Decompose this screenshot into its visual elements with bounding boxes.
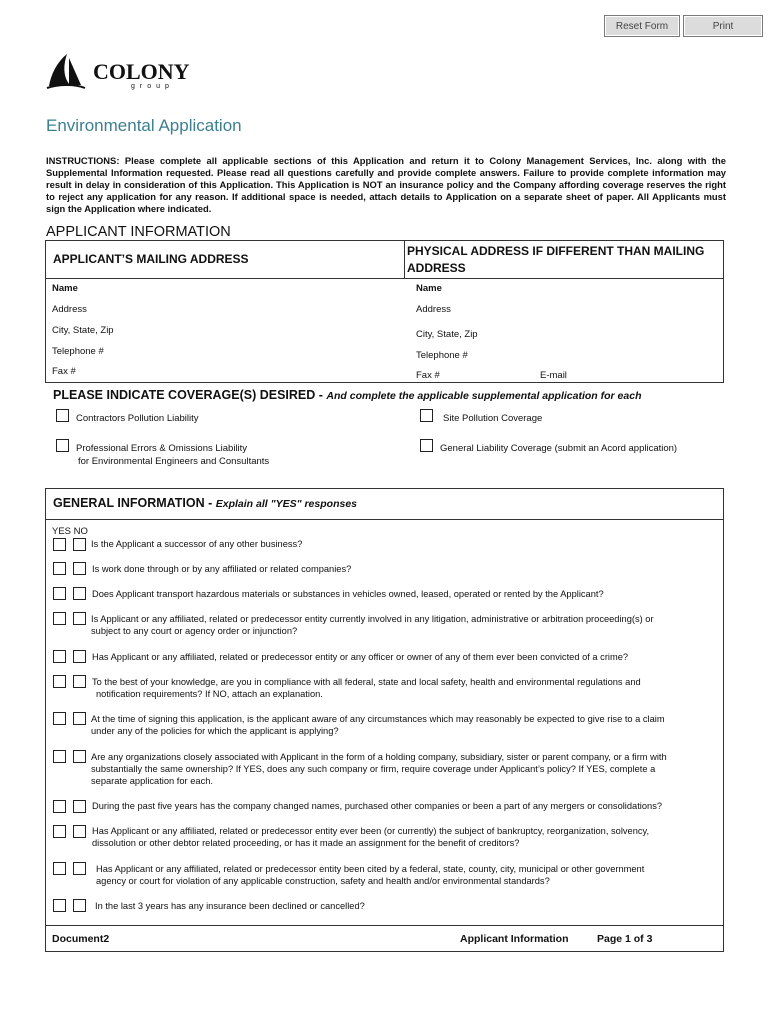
contractors-pollution-checkbox[interactable]	[56, 409, 69, 422]
q5-no-checkbox[interactable]	[73, 650, 86, 663]
q9-no-checkbox[interactable]	[73, 800, 86, 813]
q10-yes-checkbox[interactable]	[53, 825, 66, 838]
mailing-address-header: APPLICANT’S MAILING ADDRESS	[53, 252, 249, 266]
physical-telephone-label: Telephone #	[416, 350, 468, 361]
general-subheading: Explain all "YES" responses	[215, 498, 357, 510]
q4-no-checkbox[interactable]	[73, 612, 86, 625]
site-pollution-checkbox[interactable]	[420, 409, 433, 422]
coverage-subheading: And complete the applicable supplemental application for each	[326, 390, 642, 402]
general-header-divider	[46, 519, 723, 520]
column-divider	[404, 241, 405, 278]
header-divider	[46, 278, 723, 279]
mailing-fax-label: Fax #	[52, 366, 76, 377]
yes-no-header: YES NO	[52, 526, 88, 537]
q12-no-checkbox[interactable]	[73, 899, 86, 912]
physical-address-label: Address	[416, 304, 451, 315]
reset-form-button[interactable]: Reset Form	[604, 15, 680, 37]
q5-yes-checkbox[interactable]	[53, 650, 66, 663]
site-pollution-label: Site Pollution Coverage	[443, 413, 543, 424]
q12-yes-checkbox[interactable]	[53, 899, 66, 912]
q6-text-line2: notification requirements? If NO, attach an explanation.	[96, 689, 323, 699]
logo-wordmark: COLONY	[93, 59, 190, 84]
q10-text-line2: dissolution or other debtor related proceeding, or has it made an assignment for the benefit of creditors?	[92, 838, 520, 848]
q3-yes-checkbox[interactable]	[53, 587, 66, 600]
q3-text: Does Applicant transport hazardous materials or substances in vehicles owned, leased, operated or rented by the Applicant?	[92, 589, 604, 599]
q12-text: In the last 3 years has any insurance been declined or cancelled?	[95, 901, 365, 911]
mailing-name-label: Name	[52, 283, 78, 294]
footer-document-name: Document2	[52, 933, 110, 945]
general-heading-text: GENERAL INFORMATION -	[53, 496, 216, 510]
q9-text: During the past five years has the company changed names, purchased other companies or been a part of any mergers or consolidations?	[92, 801, 663, 811]
applicant-section-title: APPLICANT INFORMATION	[46, 224, 231, 240]
q6-no-checkbox[interactable]	[73, 675, 86, 688]
q2-text: Is work done through or by any affiliated or related companies?	[92, 564, 352, 574]
q8-yes-checkbox[interactable]	[53, 750, 66, 763]
footer-section-name: Applicant Information	[460, 933, 569, 945]
q8-text-line2: substantially the same ownership? If YES, does any such company or firm, require coverage under Applicant’s policy? If YES, complete a	[91, 764, 656, 774]
physical-address-header: PHYSICAL ADDRESS IF DIFFERENT THAN MAILING ADDRESS	[407, 244, 705, 275]
coverage-heading	[53, 388, 641, 402]
professional-liability-label-2: for Environmental Engineers and Consultants	[78, 456, 270, 467]
q8-text-line3: separate application for each.	[91, 776, 213, 786]
q1-no-checkbox[interactable]	[73, 538, 86, 551]
q5-text: Has Applicant or any affiliated, related or predecessor entity or any officer or owner of any of them ever been convicted of a crime?	[92, 652, 629, 662]
applicant-info-box	[45, 240, 724, 383]
q4-text-line2: subject to any court or agency order or injunction?	[91, 626, 298, 636]
q2-yes-checkbox[interactable]	[53, 562, 66, 575]
mailing-address-label: Address	[52, 304, 87, 315]
mailing-telephone-label: Telephone #	[52, 346, 104, 357]
q11-text-line1: Has Applicant or any affiliated, related or predecessor entity been cited by a federal, state, county, city, municipal or other government	[96, 864, 645, 874]
professional-liability-label: Professional Errors & Omissions Liability	[76, 443, 248, 454]
q7-text-line1: At the time of signing this application, is the applicant aware of any circumstances which may reasonably be expected to give rise to a claim	[91, 714, 665, 724]
q6-yes-checkbox[interactable]	[53, 675, 66, 688]
professional-liability-checkbox[interactable]	[56, 439, 69, 452]
q9-yes-checkbox[interactable]	[53, 800, 66, 813]
contractors-pollution-label: Contractors Pollution Liability	[76, 413, 199, 424]
q1-text: Is the Applicant a successor of any other business?	[91, 539, 303, 549]
q8-no-checkbox[interactable]	[73, 750, 86, 763]
q4-text-line1: Is Applicant or any affiliated, related or predecessor entity currently involved in any litigation, administrative or arbitration proceeding(s) or	[91, 614, 654, 624]
q7-no-checkbox[interactable]	[73, 712, 86, 725]
page-title: Environmental Application	[46, 116, 242, 135]
physical-city-label: City, State, Zip	[416, 329, 478, 340]
general-heading	[53, 496, 357, 510]
q4-yes-checkbox[interactable]	[53, 612, 66, 625]
q6-text-line1: To the best of your knowledge, are you in compliance with all federal, state and local safety, health and environmental regulations and	[92, 677, 641, 687]
q7-text-line2: under any of the policies for which the applicant is applying?	[91, 726, 339, 736]
q11-text-line2: agency or court for violation of any applicable construction, safety and health and/or environmental standards?	[96, 876, 550, 886]
q3-no-checkbox[interactable]	[73, 587, 86, 600]
colony-logo	[45, 52, 190, 92]
q11-yes-checkbox[interactable]	[53, 862, 66, 875]
instructions-text: INSTRUCTIONS: Please complete all applicable sections of this Application and return it to Colony Management Services, Inc. along with the Supplemental Information requested. Please read all questions carefully and provide complete answers. Failure to provide complete information may result in delay in consideration of this Application. This Application is NOT an insurance policy and the Company affording coverage reserves the right to reject any application for any reason. If additional space is needed, attach details to Application on a separate sheet of paper. All Applicants must sign the Application where indicated.	[46, 155, 726, 215]
q1-yes-checkbox[interactable]	[53, 538, 66, 551]
general-liability-label: General Liability Coverage (submit an Acord application)	[440, 443, 678, 454]
physical-email-label: E-mail	[540, 370, 567, 381]
q10-no-checkbox[interactable]	[73, 825, 86, 838]
physical-name-label: Name	[416, 283, 442, 294]
footer-divider	[46, 925, 723, 926]
q7-yes-checkbox[interactable]	[53, 712, 66, 725]
print-button[interactable]: Print	[683, 15, 763, 37]
q8-text-line1: Are any organizations closely associated with Applicant in the form of a holding company, subsidiary, sister or parent company, or a firm with	[91, 752, 667, 762]
mailing-city-label: City, State, Zip	[52, 325, 114, 336]
q11-no-checkbox[interactable]	[73, 862, 86, 875]
logo-subtext: group	[131, 83, 174, 90]
physical-fax-label: Fax #	[416, 370, 440, 381]
q10-text-line1: Has Applicant or any affiliated, related or predecessor entity ever been (or currently) the subject of bankruptcy, reorganization, solvency,	[92, 826, 650, 836]
q2-no-checkbox[interactable]	[73, 562, 86, 575]
footer-page-number: Page 1 of 3	[597, 933, 653, 945]
general-liability-checkbox[interactable]	[420, 439, 433, 452]
coverage-heading-text: PLEASE INDICATE COVERAGE(S) DESIRED -	[53, 388, 327, 402]
